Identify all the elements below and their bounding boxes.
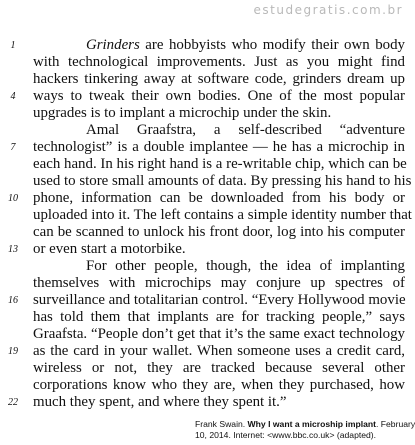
text-line: has told them that implants are for tracking people,” says xyxy=(33,309,405,325)
line-number: 22 xyxy=(8,397,18,408)
text-line: as the card in your wallet. When someone uses a credit card, xyxy=(33,343,405,359)
text-line: themselves with microchips may conjure up spectres of xyxy=(33,275,405,291)
text-line: phone, information can be downloaded from his body or xyxy=(33,190,405,206)
text-span: are hobbyists who modify their own body xyxy=(139,37,405,53)
citation-date: . February xyxy=(376,419,415,429)
citation-line: 10, 2014. Internet: <www.bbc.co.uk> (adapted). xyxy=(195,430,377,440)
line-number: 16 xyxy=(8,295,18,306)
text-line: used to store small amounts of data. By pressing his hand to his xyxy=(33,173,412,189)
text-line: wireless or not, they are tracked because several other xyxy=(33,360,405,376)
text-line: Graafsta. “People don’t get that it’s the same exact technology xyxy=(33,326,405,342)
text-line: with technological improvements. Just as you might find xyxy=(33,54,405,70)
text-line: each hand. In his right hand is a re-writable chip, which can be xyxy=(33,156,407,172)
text-line: Amal Graafstra, a self-described “adventure xyxy=(86,122,405,138)
grinders-term: Grinders xyxy=(86,37,140,53)
citation-author: Frank Swain. xyxy=(195,419,248,429)
text-line: corporations know who they are, when they purchased, how xyxy=(33,377,405,393)
text-line: uploaded into it. The left contains a simple identity number that xyxy=(33,207,412,223)
line-number: 10 xyxy=(8,193,18,204)
line-number: 4 xyxy=(10,91,16,102)
text-line: or even start a motorbike. xyxy=(33,241,186,257)
line-number: 7 xyxy=(10,142,16,153)
text-line: hackers tinkering away at software code, grinders dream up xyxy=(33,71,405,87)
citation-line xyxy=(195,419,415,430)
text-line: can be scanned to unlock his front door, log into his computer xyxy=(33,224,405,240)
line-number: 13 xyxy=(8,244,18,255)
line-number: 1 xyxy=(10,40,16,51)
line-number: 19 xyxy=(8,346,18,357)
text-line: upgrades is to implant a microchip under the skin. xyxy=(33,105,332,121)
citation-title: Why I want a microship implant xyxy=(247,419,376,429)
text-line xyxy=(86,37,405,54)
site-watermark: estudegratis.com.br xyxy=(253,3,403,17)
text-line: ways to tweak their own bodies. One of the most popular xyxy=(33,88,405,104)
text-line: much they spent, and where they spent it.” xyxy=(33,394,287,410)
text-line: surveillance and totalitarian control. “Every Hollywood movie xyxy=(33,292,406,308)
text-line: For other people, though, the idea of implanting xyxy=(86,258,405,274)
text-line: technologist” is a double implantee — he has a microchip in xyxy=(33,139,405,155)
